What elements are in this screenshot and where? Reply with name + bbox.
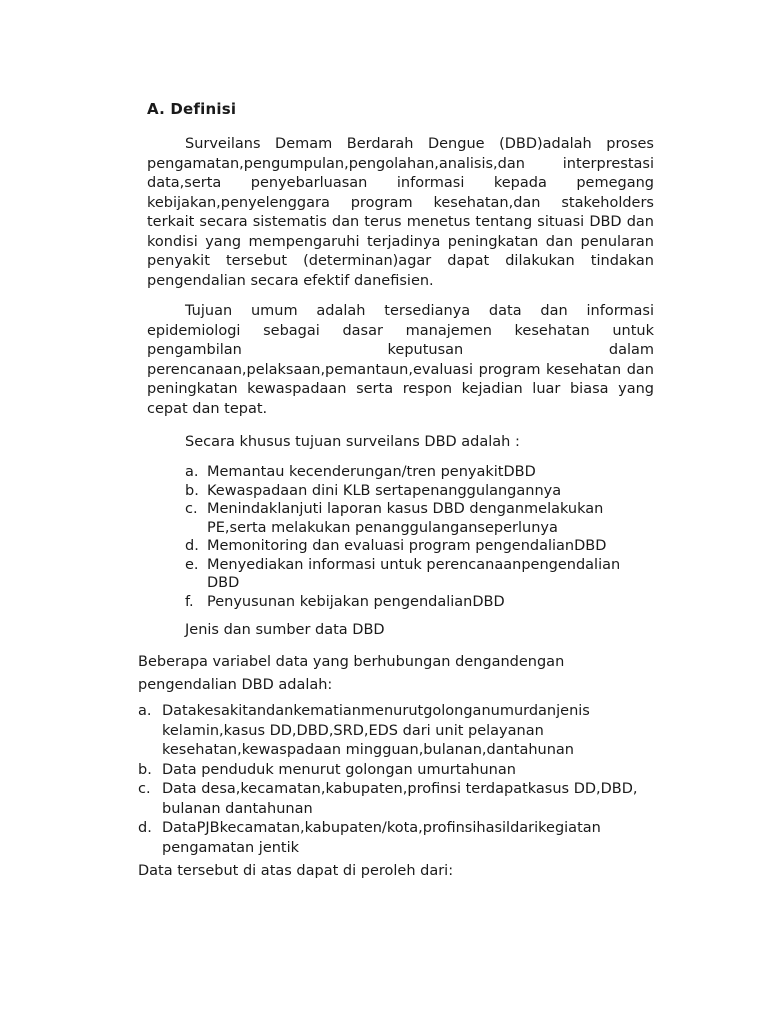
list-item [185, 463, 655, 482]
list-item [138, 761, 638, 781]
list-item [185, 482, 655, 501]
list-marker: a. [185, 464, 199, 480]
list-item-text: Memantau kecenderungan/tren penyakitDBD [207, 464, 536, 480]
source-intro: Data tersebut di atas dapat di peroleh dari: [138, 863, 454, 879]
list-item-text: Memonitoring dan evaluasi program pengendalianDBD [207, 538, 607, 554]
list-item [138, 702, 638, 761]
list-marker: b. [138, 761, 152, 778]
list-item-text: Menyediakan informasi untuk perencanaanpengendalian DBD [207, 556, 621, 591]
variables-list [138, 702, 638, 858]
list-marker: c. [185, 501, 198, 517]
list-item [138, 819, 638, 858]
general-purpose-paragraph: Tujuan umum adalah tersedianya data dan informasi epidemiologi sebagai dasar manajemen kesehatan untuk pengambilan keputusan dalam perencanaan,pelaksaan,pemantaun,evaluasi program kesehatan dan peningkatan kewaspadaan serta respon kejadian luar biasa yang cepat dan tepat. [147, 303, 654, 417]
list-marker: a. [138, 703, 152, 719]
list-item [138, 780, 638, 819]
list-marker: d. [138, 820, 152, 836]
list-marker: b. [185, 482, 199, 499]
list-item-text: DataPJBkecamatan,kabupaten/kota,profinsihasildarikegiatan pengamatan jentik [162, 820, 601, 856]
list-item-text: Penyusunan kebijakan pengendalianDBD [207, 593, 505, 610]
list-item [185, 500, 655, 537]
variables-intro: Beberapa variabel data yang berhubungan dengandengan pengendalian DBD adalah: [138, 654, 565, 693]
data-source-title: Jenis dan sumber data DBD [185, 622, 385, 638]
list-item-text: Data desa,kecamatan,kabupaten,profinsi terdapatkasus DD,DBD, bulanan dantahunan [162, 781, 638, 817]
specific-purpose-intro: Secara khusus tujuan surveilans DBD adalah : [185, 434, 520, 450]
list-marker: e. [185, 556, 199, 573]
list-marker: f. [185, 593, 194, 610]
list-item-text: Kewaspadaan dini KLB sertapenanggulangannya [207, 482, 562, 499]
specific-purpose-list [185, 463, 655, 611]
list-item [185, 593, 655, 612]
list-item [185, 537, 655, 556]
list-item-text: Datakesakitandankematianmenurutgolonganumurdanjenis kelamin,kasus DD,DBD,SRD,EDS dari unit pelayanan kesehatan,kewaspadaan mingguan,bulanan,dantahunan [162, 703, 590, 758]
definition-paragraph: Surveilans Demam Berdarah Dengue (DBD)adalah proses pengamatan,pengumpulan,pengolahan,analisis,dan interprestasi data,serta penyebarluasan informasi kepada pemegang kebijakan,penyelenggara program kesehatan,dan stakeholders terkait secara sistematis dan terus menetus tentang situasi DBD dan kondisi yang mempengaruhi terjadinya peningkatan dan penularan penyakit tersebut (determinan)agar dapat dilakukan tindakan pengendalian secara efektif danefisien. [147, 136, 654, 289]
list-item [185, 556, 655, 593]
list-item-text: Data penduduk menurut golongan umurtahunan [162, 761, 516, 778]
section-heading: A. Definisi [147, 100, 237, 118]
list-item-text: Menindaklanjuti laporan kasus DBD denganmelakukan PE,serta melakukan penanggulanganseperlunya [207, 501, 604, 536]
list-marker: c. [138, 781, 151, 797]
list-marker: d. [185, 538, 199, 554]
